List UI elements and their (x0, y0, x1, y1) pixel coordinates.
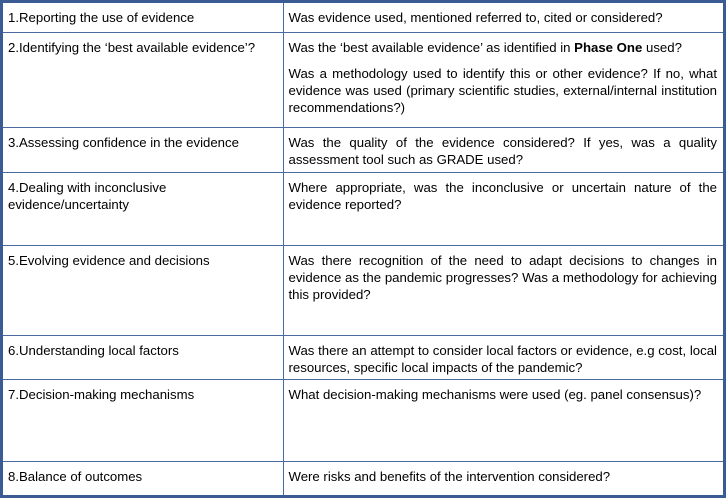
criterion-cell: 6.Understanding local factors (3, 335, 283, 379)
question-text (289, 39, 718, 56)
table-row (3, 245, 723, 335)
question-cell (283, 379, 723, 461)
question-cell (283, 127, 723, 172)
question-text: Was there recognition of the need to adapt decisions to changes in evidence as the pandemic progresses? Was a methodology for achieving this provided? (288, 252, 717, 302)
question-cell (283, 245, 723, 335)
phase-one-emphasis: Phase One (574, 39, 643, 55)
question-text: Was evidence used, mentioned referred to, cited or considered? (288, 10, 663, 25)
criterion-cell: 5.Evolving evidence and decisions (3, 245, 283, 335)
criterion-cell: 8.Balance of outcomes (3, 461, 283, 495)
question-text: What decision-making mechanisms were used (eg. panel consensus)? (288, 386, 702, 402)
question-text: Where appropriate, was the inconclusive or uncertain nature of the evidence reported? (288, 179, 717, 212)
question-cell (283, 461, 723, 495)
table-row (3, 379, 723, 461)
question-text: Was the quality of the evidence considered? If yes, was a quality assessment tool such as GRADE used? (288, 134, 717, 167)
question-cell (283, 32, 723, 127)
criterion-cell: 2.Identifying the ‘best available evidence’? (3, 32, 283, 127)
table-row (3, 172, 723, 245)
criterion-cell: 4.Dealing with inconclusive evidence/uncertainty (3, 172, 283, 245)
table-row (3, 127, 723, 172)
table-row (3, 3, 723, 32)
question-text: Was there an attempt to consider local factors or evidence, e.g cost, local resources, specific local impacts of the pandemic? (288, 342, 717, 375)
criterion-cell: 7.Decision-making mechanisms (3, 379, 283, 461)
table-row (3, 335, 723, 379)
table-row (3, 32, 723, 127)
question-cell (283, 172, 723, 245)
question-text-secondary: Was a methodology used to identify this or other evidence? If no, what evidence was used (primary scientific studies, external/internal institution recommendations?) (288, 65, 717, 115)
question-text: Were risks and benefits of the intervention considered? (288, 468, 611, 484)
criterion-cell: 1.Reporting the use of evidence (3, 3, 283, 32)
evidence-criteria-table (3, 3, 723, 495)
question-text-post: used? (642, 39, 682, 55)
table-row (3, 461, 723, 495)
criterion-cell: 3.Assessing confidence in the evidence (3, 127, 283, 172)
question-cell (283, 335, 723, 379)
question-text-pre: Was the ‘best available evidence’ as identified in (288, 39, 575, 55)
question-cell (283, 3, 723, 32)
